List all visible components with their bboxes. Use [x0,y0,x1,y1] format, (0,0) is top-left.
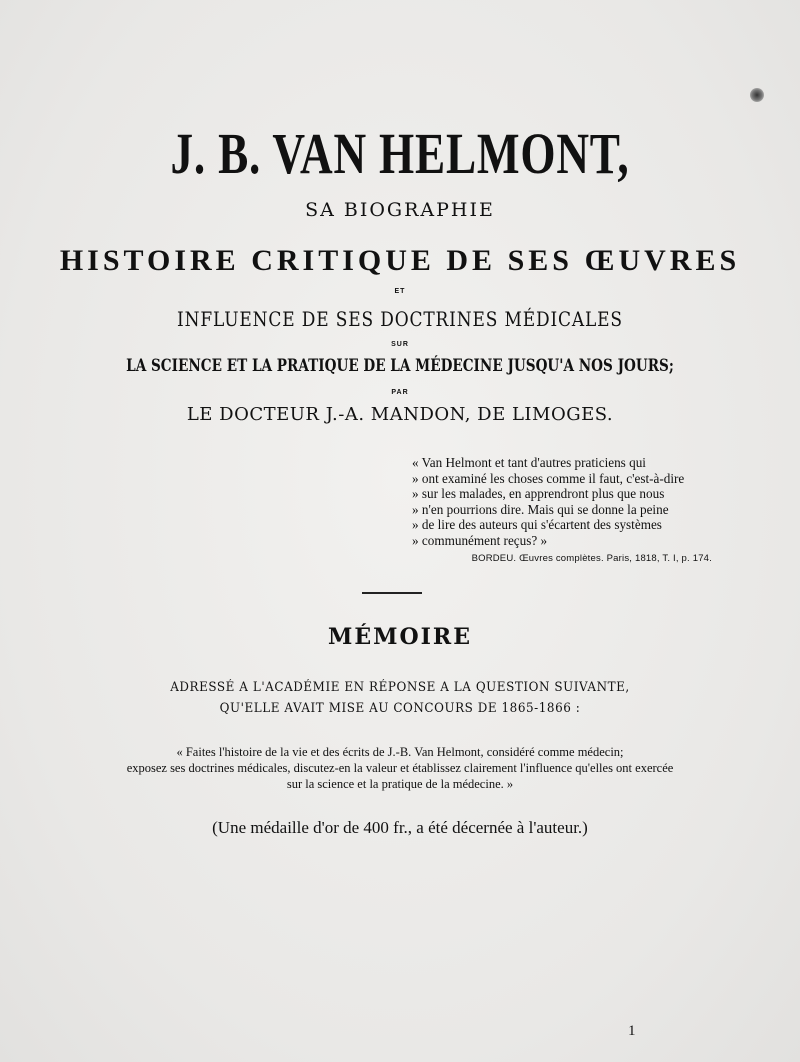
conjunction-et: ET [394,288,406,295]
subtitle-history: HISTOIRE CRITIQUE DE SES ŒUVRES [59,244,741,277]
divider-rule [362,592,422,594]
epigraph-line: » ont examiné les choses comme il faut, c'est-à-dire [412,470,685,486]
conjunction-par: PAR [391,389,409,396]
ink-stain [750,88,764,102]
subtitle-science: LA SCIENCE ET LA PRATIQUE DE LA MÉDECINE JUSQU'A NOS JOURS; [126,356,674,376]
question-line: « Faites l'histoire de la vie et des écrits de J.-B. Van Helmont, considéré comme médecin; [176,745,624,759]
epigraph-line: « Van Helmont et tant d'autres praticiens qui [412,455,646,470]
page-number: 1 [628,1023,636,1039]
author-line: LE DOCTEUR J.-A. MANDON, DE LIMOGES. [186,404,614,425]
question-line: exposez ses doctrines médicales, discutez-en la valeur et établissez clairement l'influence qu'elles ont exercée [126,761,674,775]
epigraph-source: BORDEU. Œuvres complètes. Paris, 1818, T. I, p. 174. [471,553,712,564]
medal-note: (Une médaille d'or de 400 fr., a été décernée à l'auteur.) [212,818,588,837]
address-line-2: QU'ELLE AVAIT MISE AU CONCOURS DE 1865-1866 : [219,701,581,716]
memoire-heading: MÉMOIRE [328,624,472,650]
page-title: J. B. VAN HELMONT, [170,121,630,186]
conjunction-sur: SUR [391,341,409,348]
epigraph-line: » n'en pourrions dire. Mais qui se donne la peine [412,501,669,517]
address-line-1: ADRESSÉ A L'ACADÉMIE EN RÉPONSE A LA QUESTION SUIVANTE, [170,680,630,695]
epigraph-line: » communément reçus? » [412,532,548,548]
subtitle-influence: INFLUENCE DE SES DOCTRINES MÉDICALES [177,307,623,331]
question-line: sur la science et la pratique de la médecine. » [286,777,514,791]
epigraph [412,455,712,567]
epigraph-line: » de lire des auteurs qui s'écartent des systèmes [412,517,662,532]
epigraph-line: » sur les malades, en apprendront plus que nous [412,486,665,501]
subtitle-biography: SA BIOGRAPHIE [305,199,495,221]
